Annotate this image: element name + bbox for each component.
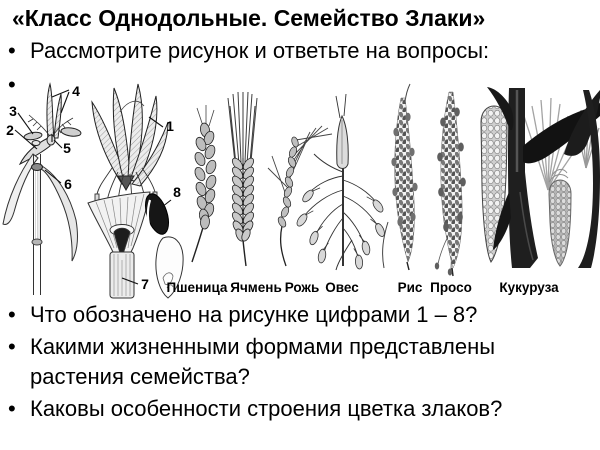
- bullet-marker: •: [8, 38, 16, 63]
- maize-illustration: [481, 87, 600, 268]
- bullet-marker: •: [8, 396, 16, 421]
- oats-illustration: [295, 94, 386, 270]
- part-number-1: 1: [166, 118, 174, 134]
- part-number-4: 4: [72, 83, 80, 99]
- question-text: Что обозначено на рисунке цифрами 1 – 8?: [30, 302, 478, 327]
- wheat-illustration: [192, 105, 218, 262]
- cereals-figure: [0, 72, 600, 300]
- question-item: [0, 394, 560, 424]
- maize-label: Кукуруза: [499, 280, 559, 295]
- millet-illustration: [435, 92, 466, 276]
- millet-label: Просо: [430, 280, 472, 295]
- part-number-2: 2: [6, 122, 14, 138]
- part-number-5: 5: [63, 140, 71, 156]
- questions-list: [0, 300, 560, 426]
- leader-lines: [15, 90, 171, 284]
- rice-label: Рис: [397, 280, 423, 295]
- maize-cob-left: [481, 106, 507, 262]
- intro-bullet-text: Рассмотрите рисунок и ответьте на вопросы:: [30, 38, 490, 63]
- rice-illustration: [383, 84, 418, 270]
- intro-bullet: [0, 36, 592, 66]
- rye-label: Рожь: [284, 280, 320, 295]
- question-text: Каковы особенности строения цветка злаков?: [30, 396, 503, 421]
- leader-line-4b: [61, 92, 69, 113]
- page-title: «Класс Однодольные. Семейство Злаки»: [12, 5, 486, 31]
- question-text: Какими жизненными формами представлены растения семейства?: [30, 334, 496, 389]
- oats-label: Овес: [325, 280, 359, 295]
- bullet-marker: •: [8, 72, 16, 97]
- maize-cob-right: [549, 180, 571, 266]
- barley-label: Ячмень: [230, 280, 282, 295]
- part-number-6: 6: [64, 176, 72, 192]
- question-item: [0, 300, 560, 330]
- barley-illustration: [228, 92, 257, 266]
- leader-line-5: [54, 140, 62, 148]
- wheat-label: Пшеница: [166, 280, 228, 295]
- part-number-7: 7: [141, 276, 149, 292]
- rye-illustration: [268, 126, 332, 266]
- bullet-marker: •: [8, 302, 16, 327]
- part-number-8: 8: [173, 184, 181, 200]
- bullet-marker: •: [8, 334, 16, 359]
- question-item: [0, 332, 560, 392]
- part-number-3: 3: [9, 103, 17, 119]
